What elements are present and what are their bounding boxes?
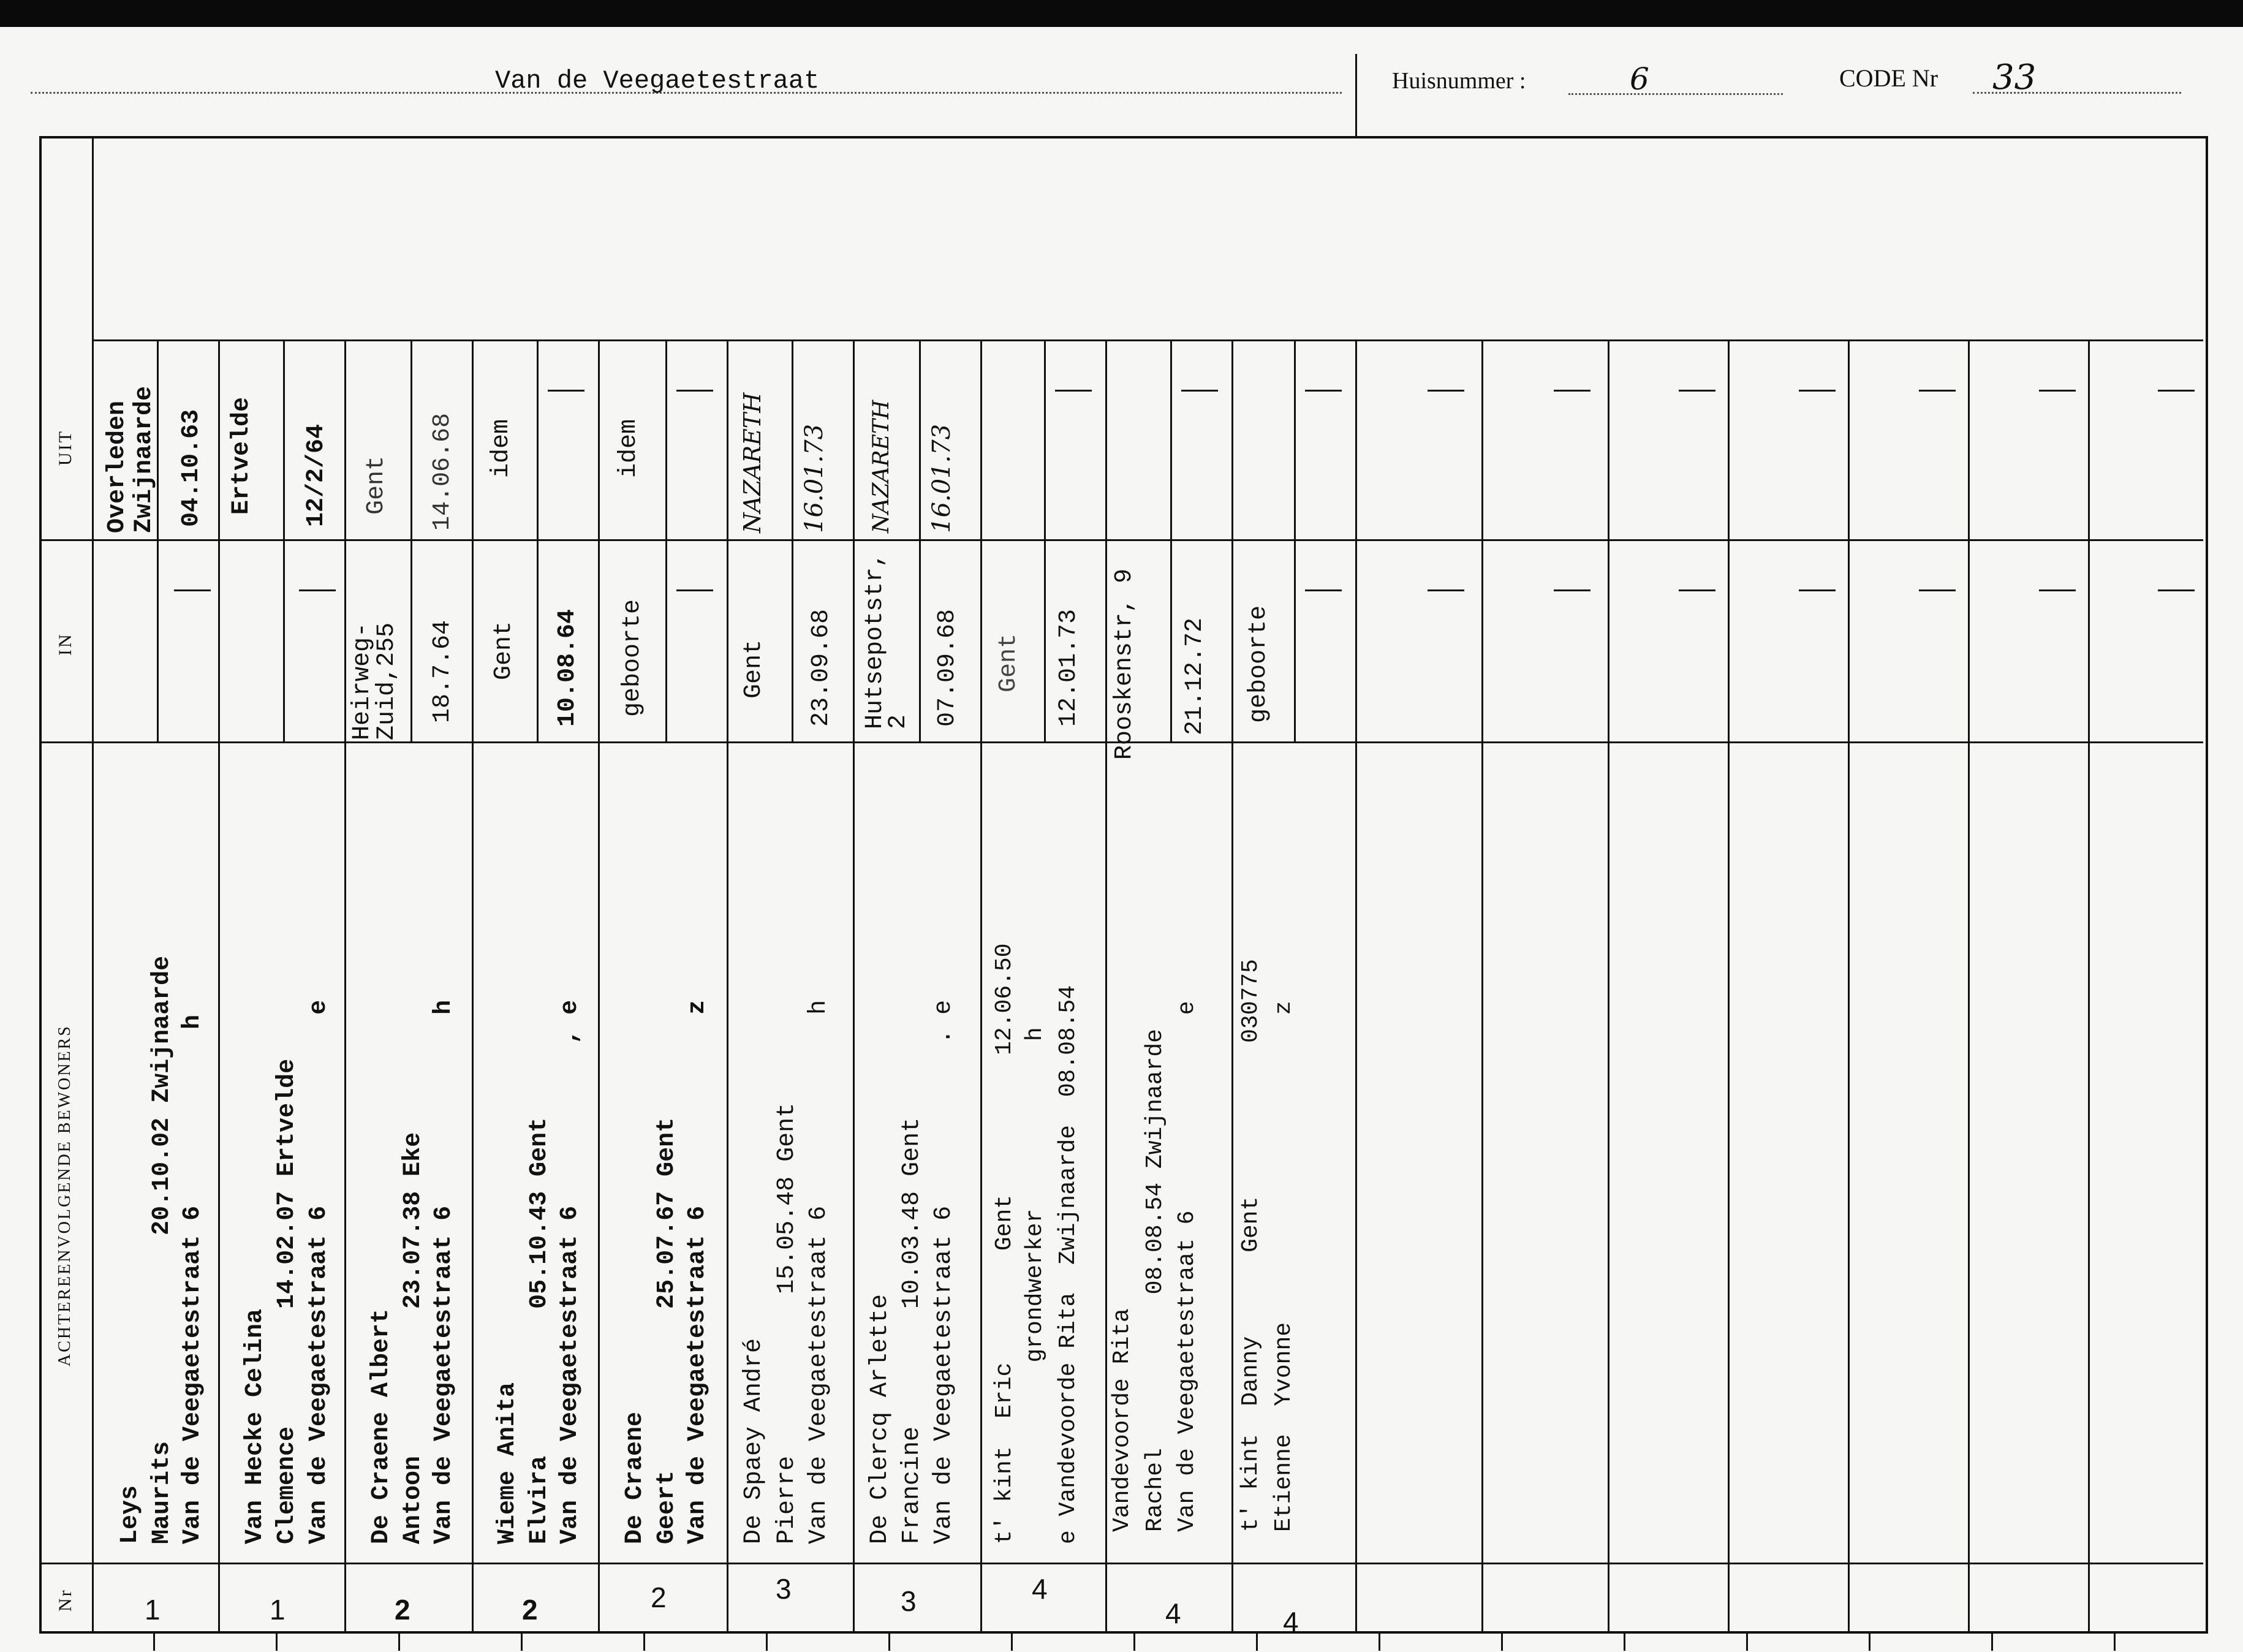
uit-empty-dash xyxy=(1055,390,1092,392)
empty-dash xyxy=(1428,390,1464,392)
resident-line: Van de Veegaetestraat 6 , e xyxy=(556,999,584,1544)
cell-subdivider xyxy=(792,339,793,741)
row-divider xyxy=(853,339,855,1631)
empty-dash xyxy=(1554,589,1591,591)
uit-place: NAZARETH xyxy=(869,400,894,533)
empty-dash xyxy=(1919,589,1956,591)
resident-line: Francine 10.03.48 Gent xyxy=(898,1117,926,1544)
resident-line: Maurits 20.10.02 Zwijnaarde xyxy=(148,955,176,1544)
in-place: Gent xyxy=(995,633,1023,692)
resident-line: Van de Veegaetestraat 6 h xyxy=(805,999,833,1544)
edge-tick xyxy=(276,1632,278,1651)
resident-line: De Craene xyxy=(621,1411,649,1544)
resident-line: Van de Veegaetestraat 6 z xyxy=(684,999,711,1544)
in-place: Heirweg-Zuid,255 xyxy=(349,622,401,740)
uit-date: 14.06.68 xyxy=(429,412,456,531)
in-date: 12.01.73 xyxy=(1055,608,1083,727)
cell-subdivider xyxy=(537,339,539,741)
row-divider xyxy=(472,339,474,1631)
in-date: 21.12.72 xyxy=(1181,617,1209,735)
cell-subdivider xyxy=(410,339,412,741)
top-black-bar xyxy=(0,0,2243,27)
edge-tick xyxy=(1869,1632,1870,1651)
empty-dash xyxy=(1919,390,1956,392)
col-label-bewoners: ACHTEREENVOLGENDE BEWONERS xyxy=(55,1025,74,1366)
row-divider xyxy=(980,339,982,1631)
row-divider xyxy=(344,339,346,1631)
in-empty-dash xyxy=(1305,589,1342,591)
resident-line: Van de Veegaetestraat 6 . e xyxy=(930,999,958,1544)
resident-nr: 4 xyxy=(1032,1573,1048,1605)
resident-line: De Clercq Arlette xyxy=(866,1294,894,1544)
resident-line: Rachel 08.08.54 Zwijnaarde xyxy=(1142,1029,1168,1532)
huisnummer-value: 6 xyxy=(1630,61,1649,97)
resident-line: Antoon 23.07.38 Eke xyxy=(399,1132,427,1544)
edge-tick xyxy=(643,1632,645,1651)
empty-dash xyxy=(1799,390,1836,392)
uit-empty-dash xyxy=(676,390,713,392)
edge-tick xyxy=(1991,1632,1993,1651)
resident-nr: 3 xyxy=(901,1585,917,1617)
edge-tick xyxy=(1011,1632,1013,1651)
in-place: Gent xyxy=(490,621,518,680)
resident-nr: 2 xyxy=(651,1582,667,1613)
street-name: Van de Veegaetestraat xyxy=(495,66,820,96)
resident-nr: 4 xyxy=(1165,1597,1181,1629)
in-empty-dash xyxy=(676,589,713,591)
in-date: 23.09.68 xyxy=(808,608,835,727)
edge-tick xyxy=(521,1632,523,1651)
in-place: Gent xyxy=(740,639,768,699)
edge-tick xyxy=(398,1632,400,1651)
row-divider xyxy=(1848,339,1850,1631)
resident-nr: 4 xyxy=(1283,1606,1299,1638)
uit-date: 16.01.73 xyxy=(928,423,956,533)
cell-subdivider xyxy=(919,339,921,741)
resident-line: Etienne Yvonne z xyxy=(1271,1001,1297,1532)
empty-dash xyxy=(1428,589,1464,591)
edge-tick xyxy=(1256,1632,1258,1651)
cell-subdivider xyxy=(1294,339,1296,741)
resident-nr: 1 xyxy=(270,1594,286,1626)
uit-date: 04.10.63 xyxy=(178,409,205,527)
resident-line: Van de Veegaetestraat 6 h xyxy=(179,1014,206,1544)
uit-place: idem xyxy=(615,419,643,478)
in-date: 10.08.64 xyxy=(554,608,581,727)
resident-line: Van de Veegaetestraat 6 e xyxy=(1174,1001,1200,1532)
cell-subdivider xyxy=(1170,339,1172,741)
uit-place: idem xyxy=(488,419,515,478)
empty-dash xyxy=(2039,390,2076,392)
resident-line: grondwerker h xyxy=(1022,1027,1048,1544)
in-date: 07.09.68 xyxy=(934,608,961,727)
row-divider xyxy=(1968,339,1970,1631)
cell-subdivider xyxy=(665,339,667,741)
row-divider xyxy=(1728,339,1730,1631)
row-divider xyxy=(727,339,728,1631)
code-label: CODE Nr xyxy=(1839,64,1939,92)
edge-tick xyxy=(1624,1632,1625,1651)
edge-tick xyxy=(1379,1632,1380,1651)
row-divider xyxy=(2088,339,2090,1631)
huisnummer-dotted-line xyxy=(1568,93,1783,95)
in-place: Hutsepotstr, 2 xyxy=(861,552,912,729)
edge-tick xyxy=(766,1632,768,1651)
row-divider xyxy=(1481,339,1483,1631)
edge-tick xyxy=(1501,1632,1503,1651)
row-divider xyxy=(1608,339,1609,1631)
row-divider xyxy=(1231,339,1233,1631)
in-place: geboorte xyxy=(619,599,646,717)
empty-dash xyxy=(1799,589,1836,591)
empty-dash xyxy=(1679,589,1715,591)
resident-line: Geert 25.07.67 Gent xyxy=(653,1117,681,1544)
resident-line: t' kint Danny Gent 030775 xyxy=(1238,959,1264,1532)
uit-empty-dash xyxy=(548,390,584,392)
in-date: 18.7.64 xyxy=(429,620,456,723)
in-empty-dash xyxy=(174,589,211,591)
resident-line: t' kint Eric Gent 12.06.50 xyxy=(991,943,1018,1544)
resident-nr: 3 xyxy=(776,1573,792,1605)
uit-place: Ertvelde xyxy=(228,396,255,515)
resident-nr: 2 xyxy=(395,1594,410,1626)
edge-tick xyxy=(1746,1632,1748,1651)
row-divider xyxy=(218,339,220,1631)
header-area-bottom-line xyxy=(92,339,2203,341)
cell-subdivider xyxy=(283,339,285,741)
empty-dash xyxy=(1679,390,1715,392)
edge-tick xyxy=(1133,1632,1135,1651)
uit-date: 16.01.73 xyxy=(800,423,828,533)
uit-place: NAZARETH xyxy=(739,392,766,533)
resident-line: De Craene Albert xyxy=(368,1308,395,1544)
empty-dash xyxy=(2158,390,2195,392)
resident-line: Wieme Anita xyxy=(494,1382,521,1544)
resident-line: Pierre 15.05.48 Gent xyxy=(773,1102,801,1544)
resident-line: Van de Veegaetestraat 6 e xyxy=(305,999,333,1544)
empty-dash xyxy=(2039,589,2076,591)
in-empty-dash xyxy=(299,589,336,591)
resident-line: De Spaey André xyxy=(740,1338,768,1544)
in-place: Rooskenstr, 9 xyxy=(1111,568,1138,760)
empty-dash xyxy=(2158,589,2195,591)
code-value: 33 xyxy=(1992,58,2037,97)
col-label-uit: UIT xyxy=(55,430,75,466)
in-place: geboorte xyxy=(1245,605,1273,723)
resident-line: Clemence 14.02.07 Ertvelde xyxy=(273,1058,301,1544)
empty-dash xyxy=(1554,390,1591,392)
uit-place: Gent xyxy=(363,455,390,515)
uit-empty-dash xyxy=(1181,390,1218,392)
resident-line: Vandevoorde Rita xyxy=(1109,1308,1135,1532)
row-divider xyxy=(1355,339,1357,1631)
bewoners-nr-divider xyxy=(39,1563,2203,1564)
edge-tick xyxy=(153,1632,155,1651)
resident-line: Elvira 05.10.43 Gent xyxy=(526,1117,553,1544)
cell-subdivider xyxy=(1044,339,1046,741)
row-divider xyxy=(598,339,600,1631)
row-divider xyxy=(1105,339,1107,1631)
uit-place: Overleden Zwijnaarde xyxy=(104,385,158,533)
resident-nr: 1 xyxy=(145,1594,161,1626)
resident-line: e Vandevoorde Rita Zwijnaarde 08.08.54 xyxy=(1055,985,1081,1544)
resident-line: Van Hecke Celina xyxy=(241,1308,269,1544)
label-column-divider xyxy=(92,136,94,1631)
resident-line: Van de Veegaetestraat 6 h xyxy=(430,999,458,1544)
resident-nr: 2 xyxy=(522,1594,538,1626)
uit-in-divider xyxy=(39,539,2203,541)
edge-tick xyxy=(2114,1632,2116,1651)
header-divider xyxy=(1355,54,1357,136)
uit-empty-dash xyxy=(1305,390,1342,392)
col-label-nr: Nr xyxy=(55,1588,75,1612)
huisnummer-label: Huisnummer : xyxy=(1392,68,1526,94)
uit-date: 12/2/64 xyxy=(303,423,330,527)
resident-line: Leys xyxy=(116,1485,144,1544)
edge-tick xyxy=(888,1632,890,1651)
col-label-in: IN xyxy=(55,632,75,656)
